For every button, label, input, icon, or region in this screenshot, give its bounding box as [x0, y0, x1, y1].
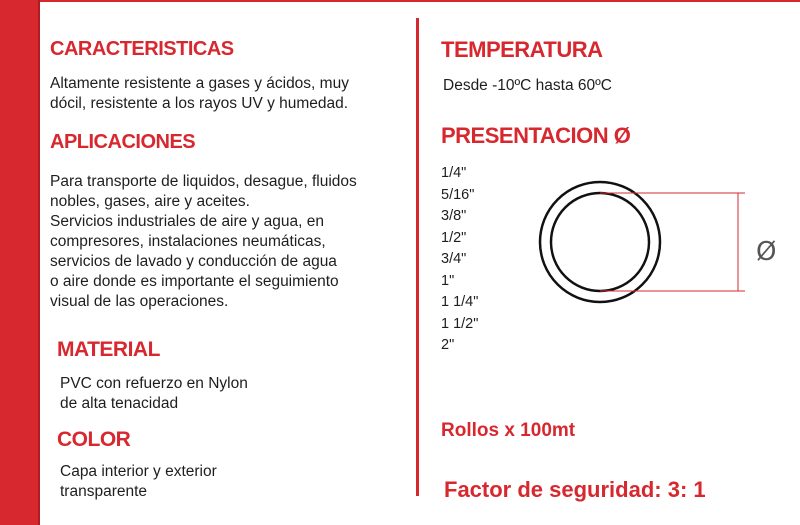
caracteristicas-text: [50, 74, 410, 114]
aplicaciones-line: nobles, gases, aire y aceites.: [50, 193, 250, 210]
color-text: [60, 462, 360, 502]
aplicaciones-line: Para transporte de liquidos, desague, fluidos: [50, 173, 357, 190]
color-heading: COLOR: [57, 428, 131, 451]
aplicaciones-line: o aire donde es importante el seguimiento: [50, 273, 339, 290]
aplicaciones-line: servicios de lavado y conducción de agua: [50, 253, 337, 270]
size-item: 5/16": [441, 186, 475, 203]
column-divider: [416, 18, 419, 496]
aplicaciones-heading: APLICACIONES: [50, 131, 196, 153]
aplicaciones-line: compresores, instalaciones neumáticas,: [50, 233, 326, 250]
caracteristicas-line: dócil, resistente a los rayos UV y humedad.: [50, 95, 349, 112]
top-red-line: [40, 0, 800, 2]
color-line: transparente: [60, 483, 148, 500]
size-item: 1/2": [441, 229, 467, 246]
hose-inner-circle: [551, 193, 649, 291]
temperatura-text: Desde -10ºC hasta 60ºC: [443, 77, 612, 94]
material-text: [60, 374, 360, 414]
size-item: 1": [441, 272, 455, 289]
presentacion-heading: PRESENTACION Ø: [441, 123, 631, 148]
left-band-edge: [38, 0, 40, 525]
size-item: 1 1/4": [441, 294, 479, 310]
size-item: 1 1/2": [441, 315, 479, 332]
size-list: [441, 163, 478, 357]
material-heading: MATERIAL: [57, 338, 160, 361]
material-line: de alta tenacidad: [60, 395, 179, 412]
hose-cross-section-diagram: [520, 170, 780, 330]
aplicaciones-text: [50, 172, 410, 312]
material-line: PVC con refuerzo en Nylon: [60, 375, 248, 392]
size-item: 3/4": [441, 251, 467, 267]
size-item: 3/8": [441, 208, 467, 224]
temperatura-heading: TEMPERATURA: [441, 37, 603, 62]
left-red-band: [0, 0, 38, 525]
size-item: 2": [441, 337, 455, 353]
factor-seguridad-label: Factor de seguridad: 3: 1: [444, 477, 706, 502]
rollos-label: Rollos x 100mt: [441, 420, 576, 441]
aplicaciones-line: Servicios industriales de aire y agua, en: [50, 213, 324, 230]
size-item: 1/4": [441, 165, 467, 181]
color-line: Capa interior y exterior: [60, 463, 217, 480]
caracteristicas-heading: CARACTERISTICAS: [50, 38, 234, 60]
caracteristicas-line: Altamente resistente a gases y ácidos, muy: [50, 75, 349, 92]
aplicaciones-line: visual de las operaciones.: [50, 293, 229, 310]
hose-outer-circle: [540, 182, 660, 302]
diameter-symbol: Ø: [756, 237, 777, 267]
